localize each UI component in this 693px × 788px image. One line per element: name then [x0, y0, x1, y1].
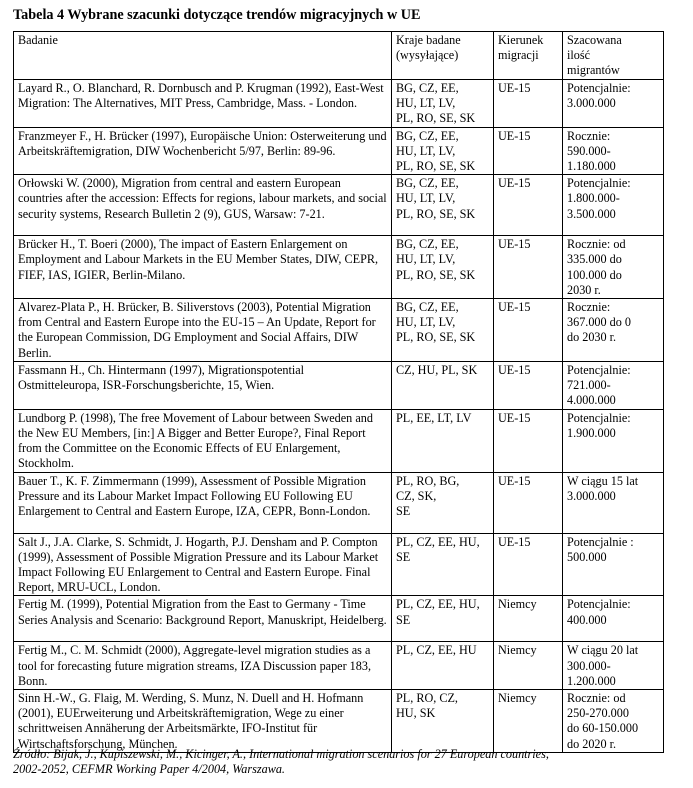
direction-cell: UE-15 [494, 409, 563, 472]
estimate-cell: Potencjalnie: 400.000 [563, 596, 664, 642]
countries-cell: BG, CZ, EE, HU, LT, LV, PL, RO, SE, SK [392, 236, 494, 299]
countries-cell: BG, CZ, EE, HU, LT, LV, PL, RO, SE, SK [392, 127, 494, 175]
table-title: Tabela 4 Wybrane szacunki dotyczące trendów migracyjnych w UE [13, 7, 421, 23]
estimate-cell: Rocznie: 590.000- 1.180.000 [563, 127, 664, 175]
countries-cell: BG, CZ, EE, HU, LT, LV, PL, RO, SE, SK [392, 175, 494, 236]
table-row [14, 127, 664, 175]
countries-cell: CZ, HU, PL, SK [392, 361, 494, 409]
estimate-cell: Rocznie: od 250-270.000 do 60-150.000 do 2020 r. [563, 690, 664, 753]
estimate-cell: W ciągu 15 lat 3.000.000 [563, 472, 664, 533]
migration-estimates-table [13, 31, 664, 753]
direction-cell: Niemcy [494, 690, 563, 753]
table-row [14, 299, 664, 362]
table-row [14, 175, 664, 236]
direction-cell: UE-15 [494, 472, 563, 533]
table-row [14, 236, 664, 299]
table-row [14, 690, 664, 753]
direction-cell: UE-15 [494, 80, 563, 128]
study-cell: Fertig M., C. M. Schmidt (2000), Aggregate-level migration studies as a tool for forecasting future migration streams, IZA Discussion paper 183, Bonn. [14, 642, 392, 690]
direction-cell: Niemcy [494, 642, 563, 690]
study-cell: Layard R., O. Blanchard, R. Dornbusch and P. Krugman (1992), East-West Migration: The Alternatives, MIT Press, Cambridge, Mass. - London. [14, 80, 392, 128]
study-cell: Lundborg P. (1998), The free Movement of Labour between Sweden and the New EU Members, [in:] A Bigger and Better Europe?, Final Report from the Committee on the Economic Effects of EU Enlargement, Stockholm. [14, 409, 392, 472]
countries-cell: BG, CZ, EE, HU, LT, LV, PL, RO, SE, SK [392, 299, 494, 362]
study-cell: Fertig M. (1999), Potential Migration from the East to Germany - Time Series Analysis and Scenario: Background Report, Manuskript, Heidelberg. [14, 596, 392, 642]
column-header-countries: Kraje badane (wysyłające) [392, 32, 494, 80]
table-row [14, 409, 664, 472]
study-cell: Brücker H., T. Boeri (2000), The impact of Eastern Enlargement on Employment and Labour Markets in the EU Member States, DIW, CEPR, FIEF, IAS, IGIER, Berlin-Milano. [14, 236, 392, 299]
table-row [14, 533, 664, 596]
study-cell: Orłowski W. (2000), Migration from central and eastern European countries after the accession: Effects for regions, labour markets, and social security systems, Research Bulletin 2 (9), GUS, Warsaw: 7-21. [14, 175, 392, 236]
direction-cell: UE-15 [494, 361, 563, 409]
study-cell: Salt J., J.A. Clarke, S. Schmidt, J. Hogarth, P.J. Densham and P. Compton (1999), Assessment of Possible Migration Pressure and its Labour Market Impact Following EU Enlargement to Central and Eastern Europe. Final Report, MRU-UCL, London. [14, 533, 392, 596]
direction-cell: UE-15 [494, 533, 563, 596]
countries-cell: PL, CZ, EE, HU [392, 642, 494, 690]
direction-cell: Niemcy [494, 596, 563, 642]
countries-cell: PL, RO, CZ, HU, SK [392, 690, 494, 753]
estimate-cell: Potencjalnie: 3.000.000 [563, 80, 664, 128]
table-row [14, 642, 664, 690]
table-row [14, 472, 664, 533]
column-header-study: Badanie [14, 32, 392, 80]
table-row [14, 596, 664, 642]
column-header-estimate: Szacowana ilość migrantów [563, 32, 664, 80]
study-cell: Fassmann H., Ch. Hintermann (1997), Migrationspotential Ostmitteleuropa, ISR-Forschungsberichte, 15, Wien. [14, 361, 392, 409]
study-cell: Alvarez-Plata P., H. Brücker, B. Siliverstovs (2003), Potential Migration from Central and Eastern Europe into the EU-15 – An Update, Report for the European Commission, DG Employment and Social Affairs, DIW Berlin. [14, 299, 392, 362]
countries-cell: PL, CZ, EE, HU, SE [392, 596, 494, 642]
direction-cell: UE-15 [494, 175, 563, 236]
table-row [14, 361, 664, 409]
source-note: Źródło: Bijak, J., Kupiszewski, M., Kicinger, A., International migration scenarios for 27 European countries, 2002-2052, CEFMR Working Paper 4/2004, Warszawa. [13, 747, 549, 776]
countries-cell: PL, EE, LT, LV [392, 409, 494, 472]
estimate-cell: W ciągu 20 lat 300.000- 1.200.000 [563, 642, 664, 690]
estimate-cell: Potencjalnie: 1.800.000- 3.500.000 [563, 175, 664, 236]
study-cell: Sinn H.-W., G. Flaig, M. Werding, S. Munz, N. Duell and H. Hofmann (2001), EUErweiterung und Arbeitskräftemigration, Wege zu einer schrittweisen Annäherung der Arbeitsmärkte, IFO-Institut für Wirtschaftsforschung, München. [14, 690, 392, 753]
direction-cell: UE-15 [494, 236, 563, 299]
table-row [14, 80, 664, 128]
estimate-cell: Rocznie: 367.000 do 0 do 2030 r. [563, 299, 664, 362]
countries-cell: BG, CZ, EE, HU, LT, LV, PL, RO, SE, SK [392, 80, 494, 128]
estimate-cell: Potencjalnie: 1.900.000 [563, 409, 664, 472]
study-cell: Bauer T., K. F. Zimmermann (1999), Assessment of Possible Migration Pressure and its Labour Market Impact Following EU Following EU Enlargement to Central and Eastern Europe, IZA, CEPR, Bonn-London. [14, 472, 392, 533]
countries-cell: PL, CZ, EE, HU, SE [392, 533, 494, 596]
estimate-cell: Rocznie: od 335.000 do 100.000 do 2030 r. [563, 236, 664, 299]
estimate-cell: Potencjalnie : 500.000 [563, 533, 664, 596]
direction-cell: UE-15 [494, 299, 563, 362]
direction-cell: UE-15 [494, 127, 563, 175]
estimate-cell: Potencjalnie: 721.000- 4.000.000 [563, 361, 664, 409]
table-header-row [14, 32, 664, 80]
study-cell: Franzmeyer F., H. Brücker (1997), Europäische Union: Osterweiterung und Arbeitskräftemigration, DIW Wochenbericht 5/97, Berlin: 89-96. [14, 127, 392, 175]
column-header-direction: Kierunek migracji [494, 32, 563, 80]
countries-cell: PL, RO, BG, CZ, SK, SE [392, 472, 494, 533]
